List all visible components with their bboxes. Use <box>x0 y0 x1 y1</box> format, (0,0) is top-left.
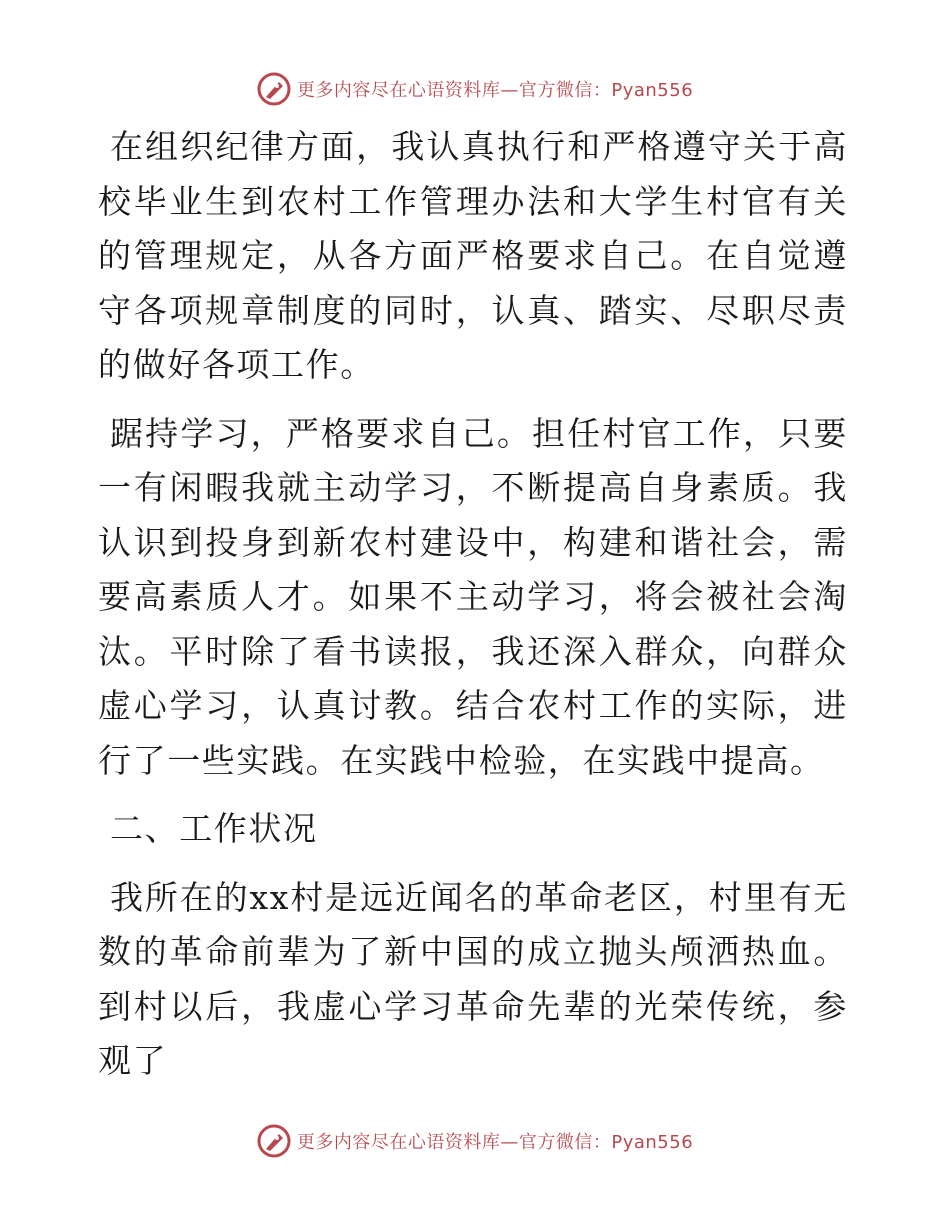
paragraph-village: 我所在的xx村是远近闻名的革命老区，村里有无数的革命前辈为了新中国的成立抛头颅洒热血。到村以后，我虚心学习革命先辈的光荣传统，参观了 <box>98 877 848 1080</box>
section-heading-work-status: 二、工作状况 <box>110 809 318 848</box>
paragraph-study: 踞持学习，严格要求自己。担任村官工作，只要一有闲暇我就主动学习，不断提高自身素质。我认识到投身到新农村建设中，构建和谐社会，需要高素质人才。如果不主动学习，将会被社会淘汰。平时除了看书读报，我还深入群众，向群众虚心学习，认真讨教。结合农村工作的实际，进行了一些实践。在实践中检验，在实践中提高。 <box>98 413 848 780</box>
footer-banner-text: 更多内容尽在心语资料库—官方微信：Pyan556 <box>296 1132 694 1153</box>
document-body <box>98 120 848 1089</box>
header-banner-text: 更多内容尽在心语资料库—官方微信：Pyan556 <box>296 80 694 101</box>
footer-banner <box>0 1124 950 1158</box>
header-banner <box>0 72 950 106</box>
pen-nib-logo-icon <box>257 1124 291 1158</box>
paragraph-discipline: 在组织纪律方面，我认真执行和严格遵守关于高校毕业生到农村工作管理办法和大学生村官有关的管理规定，从各方面严格要求自己。在自觉遵守各项规章制度的同时，认真、踏实、尽职尽责的做好各项工作。 <box>98 127 848 384</box>
pen-nib-logo-icon <box>257 72 291 106</box>
